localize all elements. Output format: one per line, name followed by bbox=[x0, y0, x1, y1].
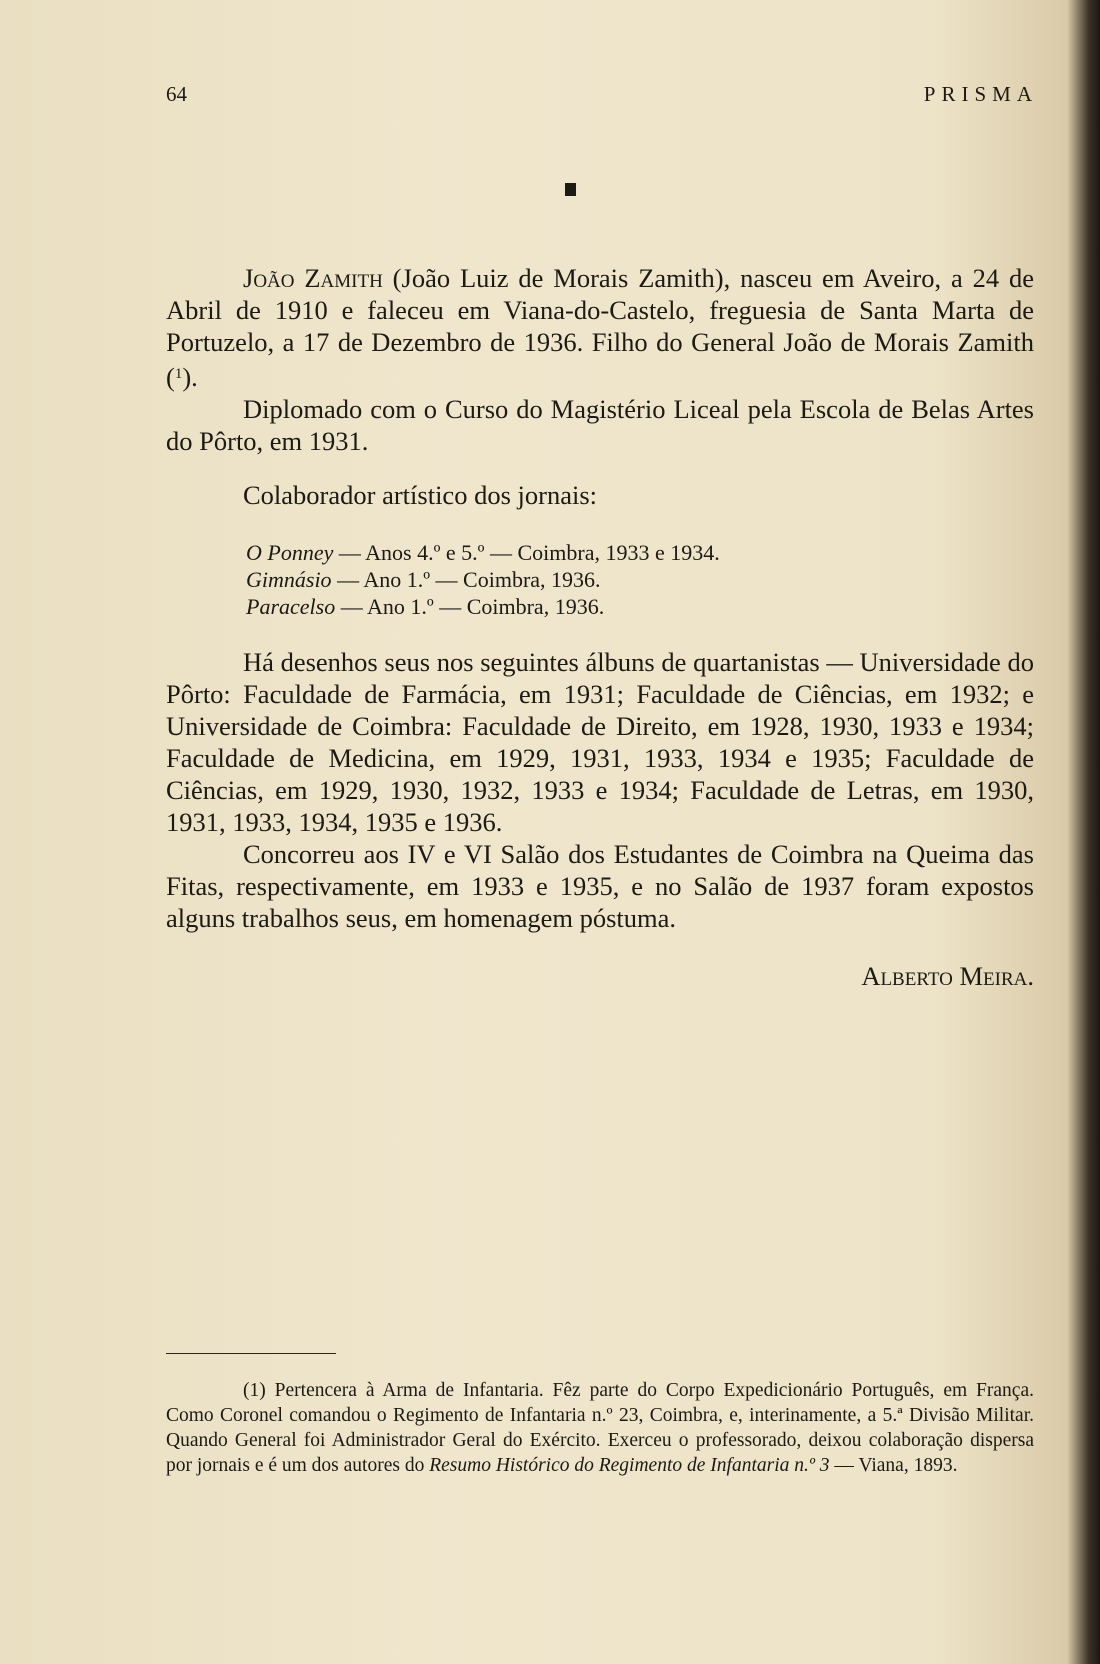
page-number: 64 bbox=[166, 82, 187, 106]
article-body bbox=[166, 262, 1034, 992]
subject-name: João Zamith bbox=[243, 263, 383, 293]
footnote-reference: 1 bbox=[174, 366, 183, 382]
running-title: PRISMA bbox=[923, 82, 1038, 106]
journal-list bbox=[246, 539, 1034, 620]
footnote-text: (1) Pertencera à Arma de Infantaria. Fêz parte do Corpo Expedicionário Português, em França. Como Coronel comandou o Regimento de Infantaria n.º 23, Coimbra, e, interinamente, a 5.ª Divisão Militar. Quando General foi Administrador Geral do Exército. Exerceu o professorado, deixou colaboração dispersa por jornais e é um dos autores do Resumo Histórico do Regimento de Infantaria n.º 3 — Viana, 1893. bbox=[166, 1380, 1034, 1476]
page-header bbox=[166, 82, 1038, 107]
paragraph-albums: Há desenhos seus nos seguintes álbuns de quartanistas — Universidade do Pôrto: Faculdade de Farmácia, em 1931; Faculdade de Ciências, em 1932; e Universidade de Coimbra: Faculdade de Direito, em 1928, 1930, 1933 e 1934; Faculdade de Medicina, em 1929, 1931, 1933, 1934 e 1935; Faculdade de Ciências, em 1929, 1930, 1932, 1933 e 1934; Faculdade de Letras, em 1930, 1931, 1933, 1934, 1935 e 1936. bbox=[166, 647, 1034, 837]
footnote-marker: (1) bbox=[243, 1380, 266, 1401]
journal-title: Gimnásio bbox=[246, 567, 332, 592]
paragraph-collaborator: Colaborador artístico dos jornais: bbox=[243, 480, 597, 510]
paragraph-biography: João Zamith (João Luiz de Morais Zamith), nasceu em Aveiro, a 24 de Abril de 1910 e faleceu em Viana-do-Castelo, freguesia de Santa Marta de Portuzelo, a 17 de Dezembro de 1936. Filho do General João de Morais Zamith ($^1$). bbox=[166, 263, 1034, 392]
footnote bbox=[166, 1378, 1034, 1478]
author-signature: Alberto Meira. bbox=[861, 961, 1034, 991]
journal-title: O Ponney bbox=[246, 540, 334, 565]
list-item: O Ponney — Anos 4.º e 5.º — Coimbra, 1933 e 1934. bbox=[246, 540, 720, 565]
footnote-divider bbox=[166, 1353, 336, 1354]
paragraph-exhibitions: Concorreu aos IV e VI Salão dos Estudantes de Coimbra na Queima das Fitas, respectivamente, em 1933 e 1935, e no Salão de 1937 foram expostos alguns trabalhos seus, em homenagem póstuma. bbox=[166, 839, 1034, 933]
paragraph-education: Diplomado com o Curso do Magistério Liceal pela Escola de Belas Artes do Pôrto, em 1931. bbox=[166, 394, 1034, 456]
section-mark bbox=[565, 183, 576, 196]
book-title: Resumo Histórico do Regimento de Infantaria n.º 3 bbox=[429, 1455, 830, 1476]
list-item: Gimnásio — Ano 1.º — Coimbra, 1936. bbox=[246, 567, 601, 592]
list-item: Paracelso — Ano 1.º — Coimbra, 1936. bbox=[246, 594, 605, 619]
journal-title: Paracelso bbox=[246, 594, 336, 619]
